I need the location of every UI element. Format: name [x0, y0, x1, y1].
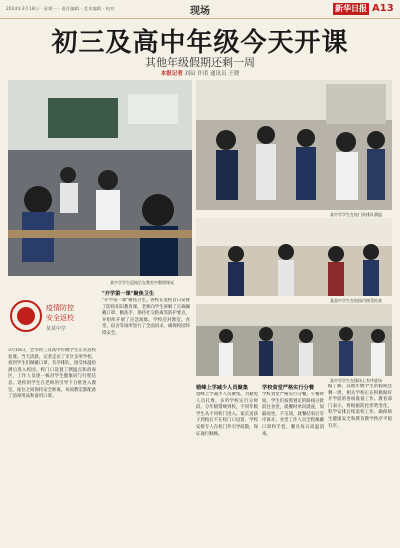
caption-top-right: 某中学学生在校门前排队测温 — [330, 212, 382, 217]
caption-bottom-right: 某中学学生在操场上有序进场 — [330, 378, 382, 383]
caption-left: 某中学学生返校后在教室中整理课桌 — [110, 280, 174, 285]
photo-playground — [196, 304, 392, 376]
emblem-slogan-1: 疫情防控 — [46, 304, 74, 312]
newspaper-logo: 新华日报 — [335, 4, 367, 13]
section-subtitle-3: 学校食堂严格实行分餐 — [262, 385, 314, 391]
page-number: A13 — [372, 3, 394, 14]
body-column-4: 学校食堂严格实行分餐。午餐时间，学生们按照划定的路线分批前往食堂，就餐时单向就座，间隔而坐，不交谈，就餐结束后有序离开。食堂工作人员全程佩戴口罩和手套，餐具每日高温消毒。 — [262, 392, 324, 437]
section-subtitle-2: 错峰上学减少人员聚集 — [196, 385, 248, 391]
byline-names: 刘辰 许诺 通讯员 王晓 — [184, 71, 240, 77]
body-column-3: 错峰上学减少人员聚集。为避免人员扎堆，多所学校实行分时段、分年级错峰到校，不同年级学生从不同校门进入。家长送孩子到校后不在校门口逗留，学校安排专人在校门外引导疏散，保证通行顺畅。 — [196, 392, 258, 437]
photo-classroom — [8, 80, 192, 276]
emblem-school: 某某中学 — [46, 326, 67, 332]
section-name: 现场 — [190, 6, 210, 17]
campus-photo-illustration — [196, 218, 392, 296]
body-column-2: "开学第一课"聚焦卫生。各校在返校首日安排了防疫知识教育课，老师向学生讲解了正确佩戴口罩、勤洗手、保持社交距离等防护要点，并组织开展了应急演练。学校还对教室、食堂、宿舍等场所进行了全面消杀，确保校园环境安全。 — [102, 298, 190, 336]
gate-photo-illustration — [196, 80, 392, 210]
photo-school-gate — [196, 80, 392, 210]
caption-middle-right: 某高中学生在校园内接受检查 — [330, 298, 382, 303]
school-emblem-box — [8, 288, 98, 344]
classroom-photo-illustration — [8, 80, 192, 276]
headline: 初三及高中年级今天开课 — [51, 28, 349, 58]
byline — [0, 69, 400, 77]
masthead — [0, 0, 400, 19]
emblem-slogan-2: 安全返校 — [46, 314, 74, 322]
playground-photo-illustration — [196, 304, 392, 376]
section-subtitle-1: "开学第一课"聚焦卫生 — [102, 291, 155, 297]
subhead: 其他年级假期还剩一周 — [145, 56, 255, 69]
photo-campus-check — [196, 218, 392, 296]
byline-label: 本报记者 — [160, 71, 183, 77]
school-emblem-icon — [8, 288, 98, 344]
body-column-5: 据了解，其他年级学生的假期还剩一周，相关学校正在积极做好开学前的各项准备工作。教育部门表示，将根据防控形势变化，科学安排后续返校工作，确保师生健康安全和教育教学秩序平稳有序。 — [328, 384, 392, 429]
issue-date: 2024年3月18日 · 星期一 · 责任编辑 · 美术编辑 · 校对 — [6, 6, 115, 11]
body-column-1: 3月18日，全市初三及高中年级学生正式返校复课。当天清晨，记者走访了市区多所学校，看到学生们佩戴口罩，有序排队，接受体温检测后进入校园。校门口设置了测温点和消毒区，工作人员逐一核对学生健康码与行程信息。返校的学生在老师的引导下分批进入教室，座位之间保持安全距离，每间教室都配备了消毒用品和备用口罩。 — [8, 348, 96, 400]
